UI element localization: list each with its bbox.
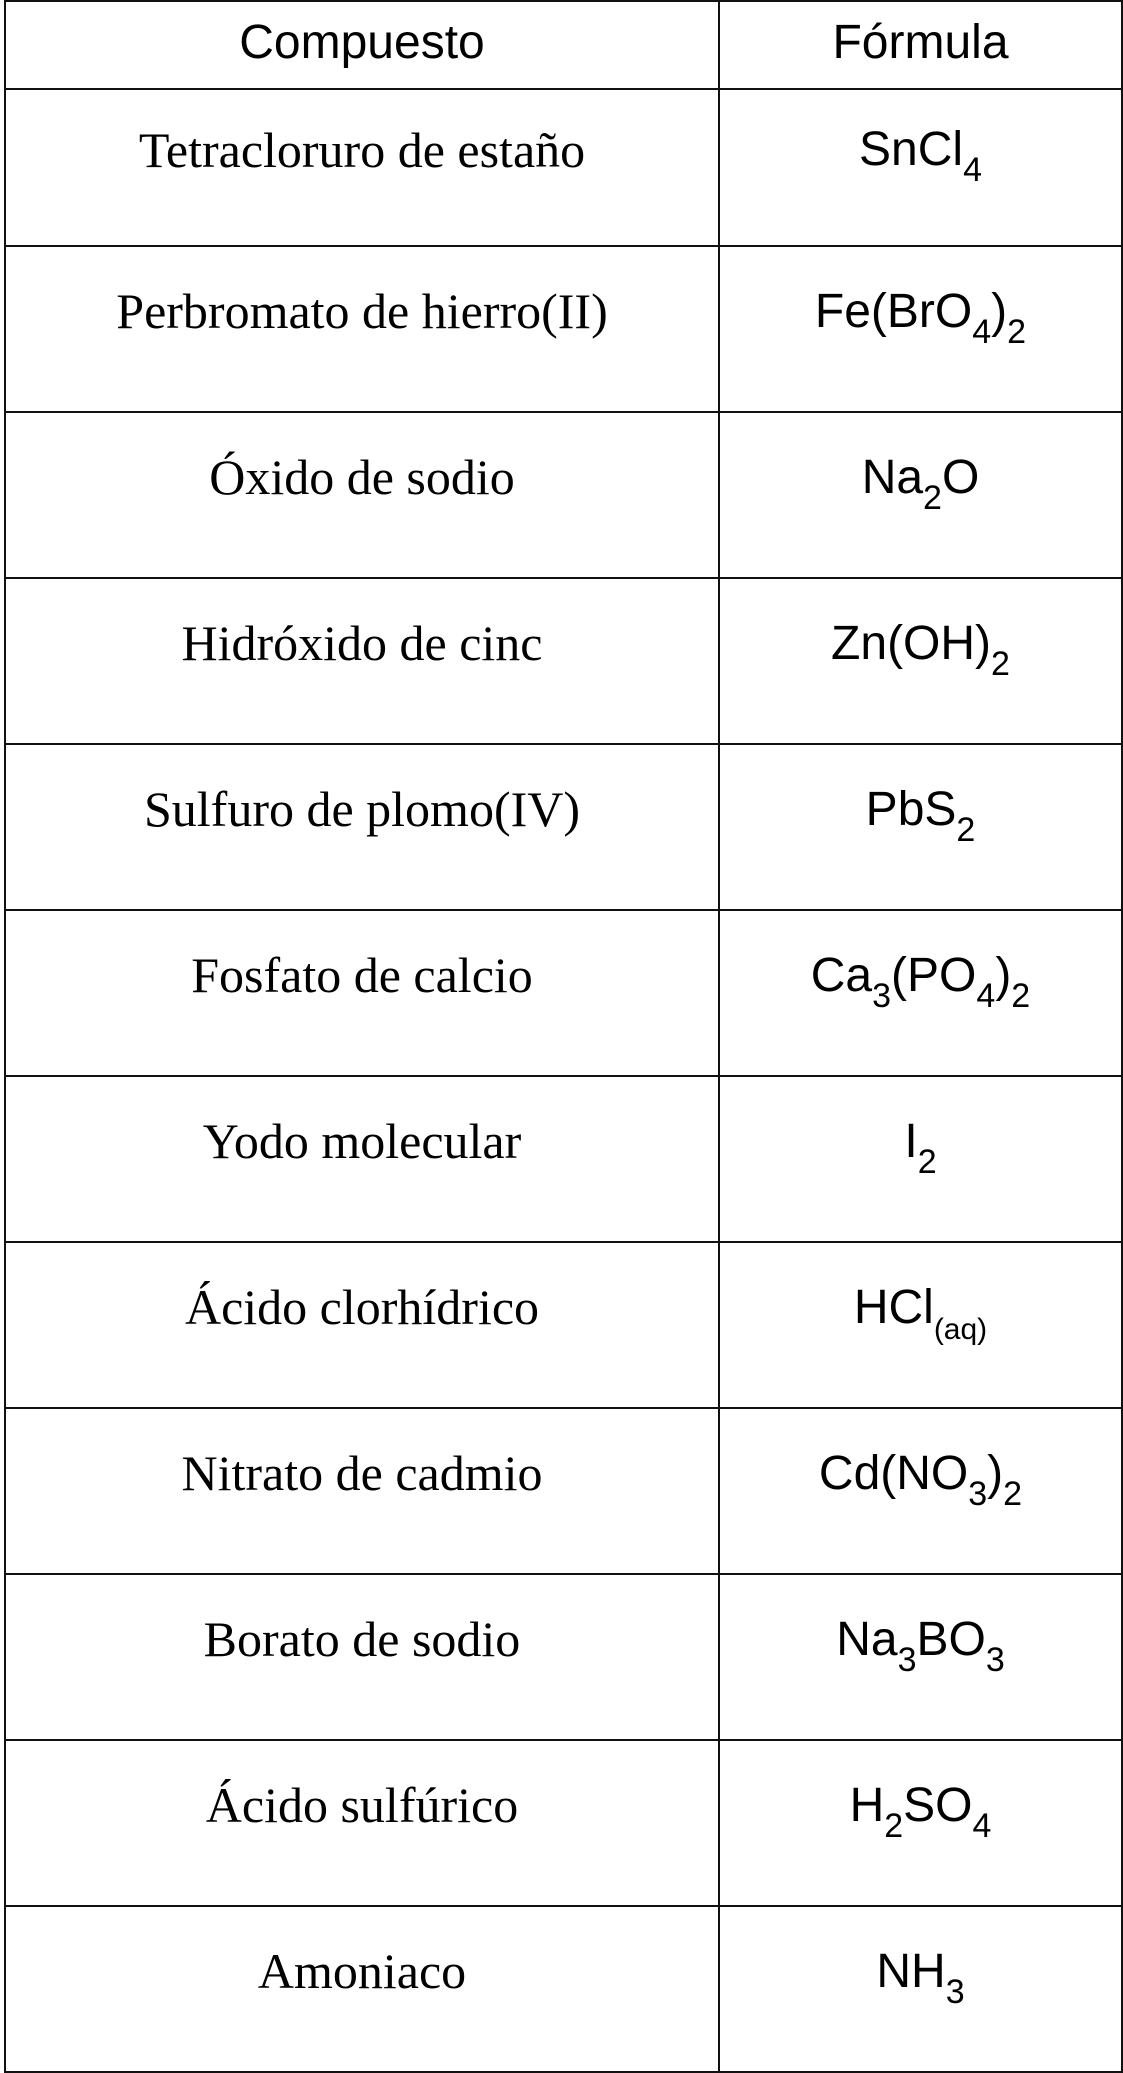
table-row [5,1740,1122,1906]
compound-name-cell: Perbromato de hierro(II) [5,246,719,412]
formula-text: Fe(BrO [814,284,973,338]
formula-subscript: (aq) [933,1312,988,1346]
formula-text: PbS [865,782,957,836]
column-header-compound: Compuesto [5,1,719,89]
compound-formula-table [4,0,1123,2073]
formula-subscript: 4 [972,312,992,351]
compound-name-cell: Óxido de sodio [5,412,719,578]
compound-name-cell: Sulfuro de plomo(IV) [5,744,719,910]
table-row [5,1076,1122,1242]
formula-subscript: 3 [897,1640,917,1679]
column-header-formula: Fórmula [719,1,1122,89]
formula-text: Na [836,1612,898,1666]
formula-text: Ca [810,948,873,1002]
chemical-formula-cell [719,412,1122,578]
formula-text: O [941,450,980,504]
formula-subscript: 2 [1011,976,1031,1015]
formula-text: BO [916,1612,986,1666]
chemical-formula-cell [719,1740,1122,1906]
chemical-formula-cell [719,246,1122,412]
compound-name-cell: Hidróxido de cinc [5,578,719,744]
formula-text: ) [995,948,1012,1002]
formula-subscript: 2 [1003,1474,1023,1513]
compound-table-container [4,0,1121,2011]
table-row [5,578,1122,744]
compound-name-cell: Ácido clorhídrico [5,1242,719,1408]
chemical-formula-cell [719,89,1122,246]
compound-name-cell: Fosfato de calcio [5,910,719,1076]
table-header-row [5,1,1122,89]
formula-text: I [904,1114,918,1168]
formula-subscript: 2 [884,1806,904,1845]
formula-text: Zn(OH) [831,616,992,670]
chemical-formula-cell [719,910,1122,1076]
formula-text: ) [991,284,1008,338]
table-row [5,744,1122,910]
chemical-formula-cell [719,744,1122,910]
formula-text: SO [903,1778,973,1832]
formula-text: HCl [853,1280,934,1334]
table-row [5,246,1122,412]
table-row [5,1242,1122,1408]
formula-subscript: 2 [1007,312,1027,351]
formula-text: (PO [891,948,977,1002]
chemical-formula-cell [719,1906,1122,2072]
chemical-formula-cell [719,1408,1122,1574]
formula-text: ) [987,1446,1004,1500]
table-row [5,1408,1122,1574]
formula-subscript: 2 [917,1142,937,1181]
formula-subscript: 3 [872,976,892,1015]
compound-name-cell: Ácido sulfúrico [5,1740,719,1906]
formula-text: Cd(NO [818,1446,969,1500]
chemical-formula-cell [719,1574,1122,1740]
formula-subscript: 2 [991,644,1010,683]
formula-subscript: 2 [923,478,942,517]
formula-subscript: 4 [963,151,982,189]
chemical-formula-cell [719,578,1122,744]
formula-text: NH [876,1944,946,1998]
table-row [5,412,1122,578]
table-row [5,1906,1122,2072]
table-row [5,1574,1122,1740]
formula-subscript: 4 [976,976,996,1015]
compound-name-cell: Nitrato de cadmio [5,1408,719,1574]
compound-name-cell: Yodo molecular [5,1076,719,1242]
formula-subscript: 3 [968,1474,988,1513]
formula-text: H [849,1778,885,1832]
table-row [5,910,1122,1076]
formula-subscript: 3 [945,1972,965,2011]
compound-name-cell: Borato de sodio [5,1574,719,1740]
formula-subscript: 3 [985,1640,1005,1679]
table-row [5,89,1122,246]
chemical-formula-cell [719,1076,1122,1242]
formula-subscript: 4 [972,1806,992,1845]
formula-subscript: 2 [956,810,976,849]
formula-text: Na [861,450,924,504]
formula-text: SnCl [859,123,964,176]
table-body [5,89,1122,2072]
compound-name-cell: Amoniaco [5,1906,719,2072]
chemical-formula-cell [719,1242,1122,1408]
compound-name-cell: Tetracloruro de estaño [5,89,719,246]
